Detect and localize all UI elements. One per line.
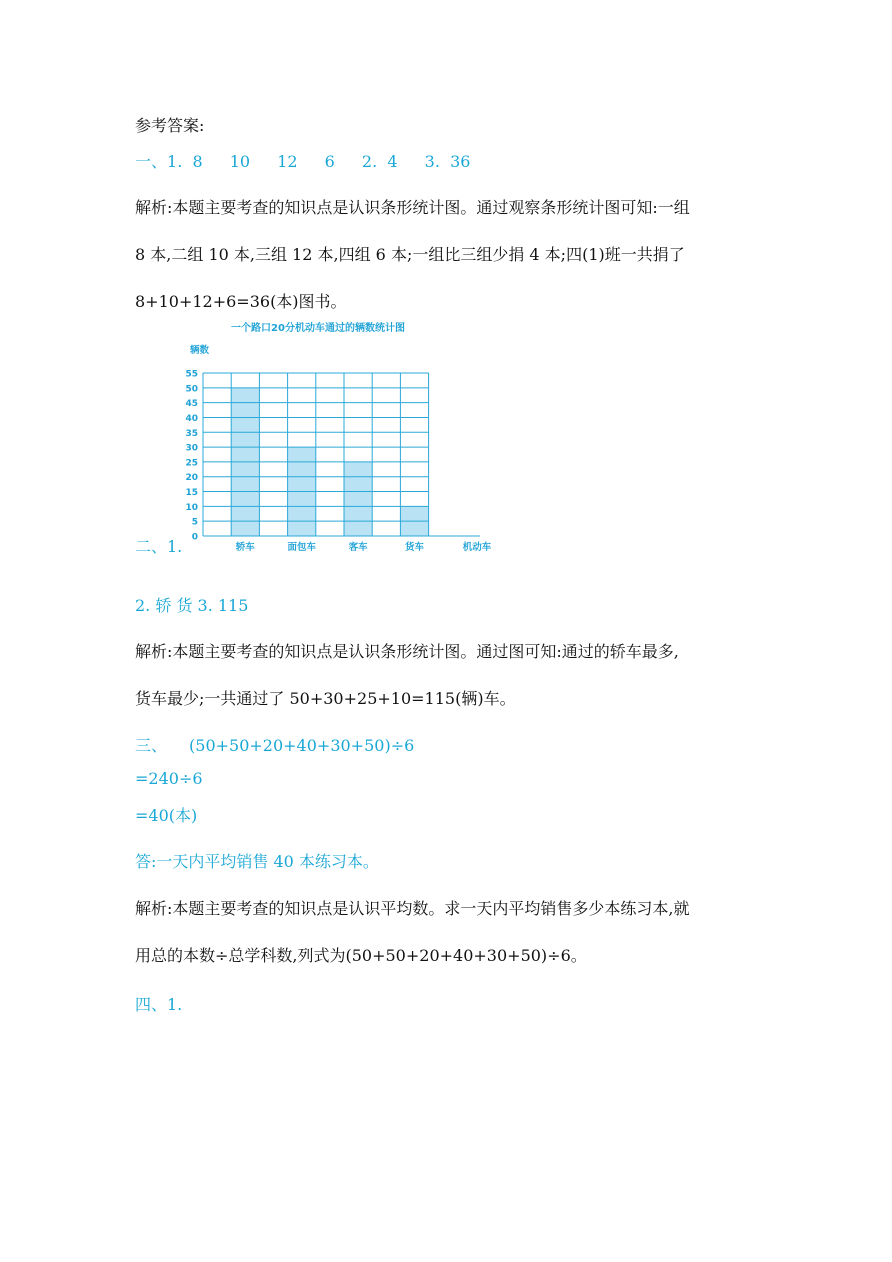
answer-value: 6 (324, 152, 335, 171)
y-tick-label: 50 (185, 384, 198, 395)
y-tick-label: 35 (185, 428, 198, 439)
section1-label: 一、 (135, 152, 168, 171)
formula-step: =40(本) (135, 806, 198, 825)
y-tick-label: 45 (185, 399, 198, 410)
section3-formula (135, 736, 414, 756)
chart-title: 一个路口20分机动车通过的辆数统计图 (231, 323, 405, 334)
formula-step: =240÷6 (135, 769, 203, 788)
formula-step: (50+50+20+40+30+50)÷6 (189, 736, 415, 755)
y-tick-label: 40 (185, 413, 198, 424)
answer-value: 8 (192, 152, 203, 171)
y-tick-label: 0 (191, 532, 198, 543)
section2-analysis-line: 货车最少;一共通过了 50+30+25+10=115(辆)车。 (135, 689, 516, 708)
y-tick-label: 20 (185, 473, 198, 484)
answer-number: 3. (424, 152, 440, 171)
x-category-label: 客车 (348, 542, 368, 553)
section1-analysis-line: 8 本,二组 10 本,三组 12 本,四组 6 本;一组比三组少捐 4 本;四(1)班一共捐了 (135, 245, 685, 264)
y-tick-label: 10 (185, 502, 198, 513)
section4-label: 四、1. (135, 995, 183, 1014)
section2-analysis-line: 解析:本题主要考查的知识点是认识条形统计图。通过图可知:通过的轿车最多, (135, 642, 679, 661)
section3-analysis-line: 用总的本数÷总学科数,列式为(50+50+20+40+30+50)÷6。 (135, 946, 587, 965)
x-category-label: 轿车 (235, 542, 255, 553)
answer-key-title: 参考答案: (135, 116, 205, 135)
answer-value: 4 (387, 152, 398, 171)
x-category-label: 面包车 (287, 542, 316, 553)
y-tick-label: 55 (185, 369, 198, 380)
y-axis-label: 辆数 (190, 345, 210, 356)
section1-answers (135, 152, 470, 172)
section2-label: 二、1. (135, 537, 183, 556)
y-tick-label: 15 (185, 488, 198, 499)
y-tick-label: 5 (191, 517, 198, 528)
answer-value: 10 (229, 152, 251, 171)
section1-analysis-line: 解析:本题主要考查的知识点是认识条形统计图。通过观察条形统计图可知:一组 (135, 198, 690, 217)
answer-value: 36 (450, 152, 471, 171)
x-axis-label: 机动车 (462, 542, 492, 553)
answer-number: 1. (167, 152, 183, 171)
answer-number: 2. (361, 152, 378, 171)
section1-analysis-line: 8+10+12+6=36(本)图书。 (135, 292, 347, 311)
section3-label: 三、 (135, 736, 168, 755)
bar (344, 462, 372, 536)
section3-answer: 答:一天内平均销售 40 本练习本。 (135, 852, 379, 871)
y-tick-label: 30 (185, 443, 198, 454)
section3-analysis-line: 解析:本题主要考查的知识点是认识平均数。求一天内平均销售多少本练习本,就 (135, 899, 690, 918)
x-category-label: 货车 (404, 542, 425, 553)
y-tick-label: 25 (185, 458, 198, 469)
section2-answers: 2. 轿 货 3. 115 (135, 596, 249, 615)
answer-value: 12 (277, 152, 298, 171)
bar-chart (180, 318, 510, 558)
